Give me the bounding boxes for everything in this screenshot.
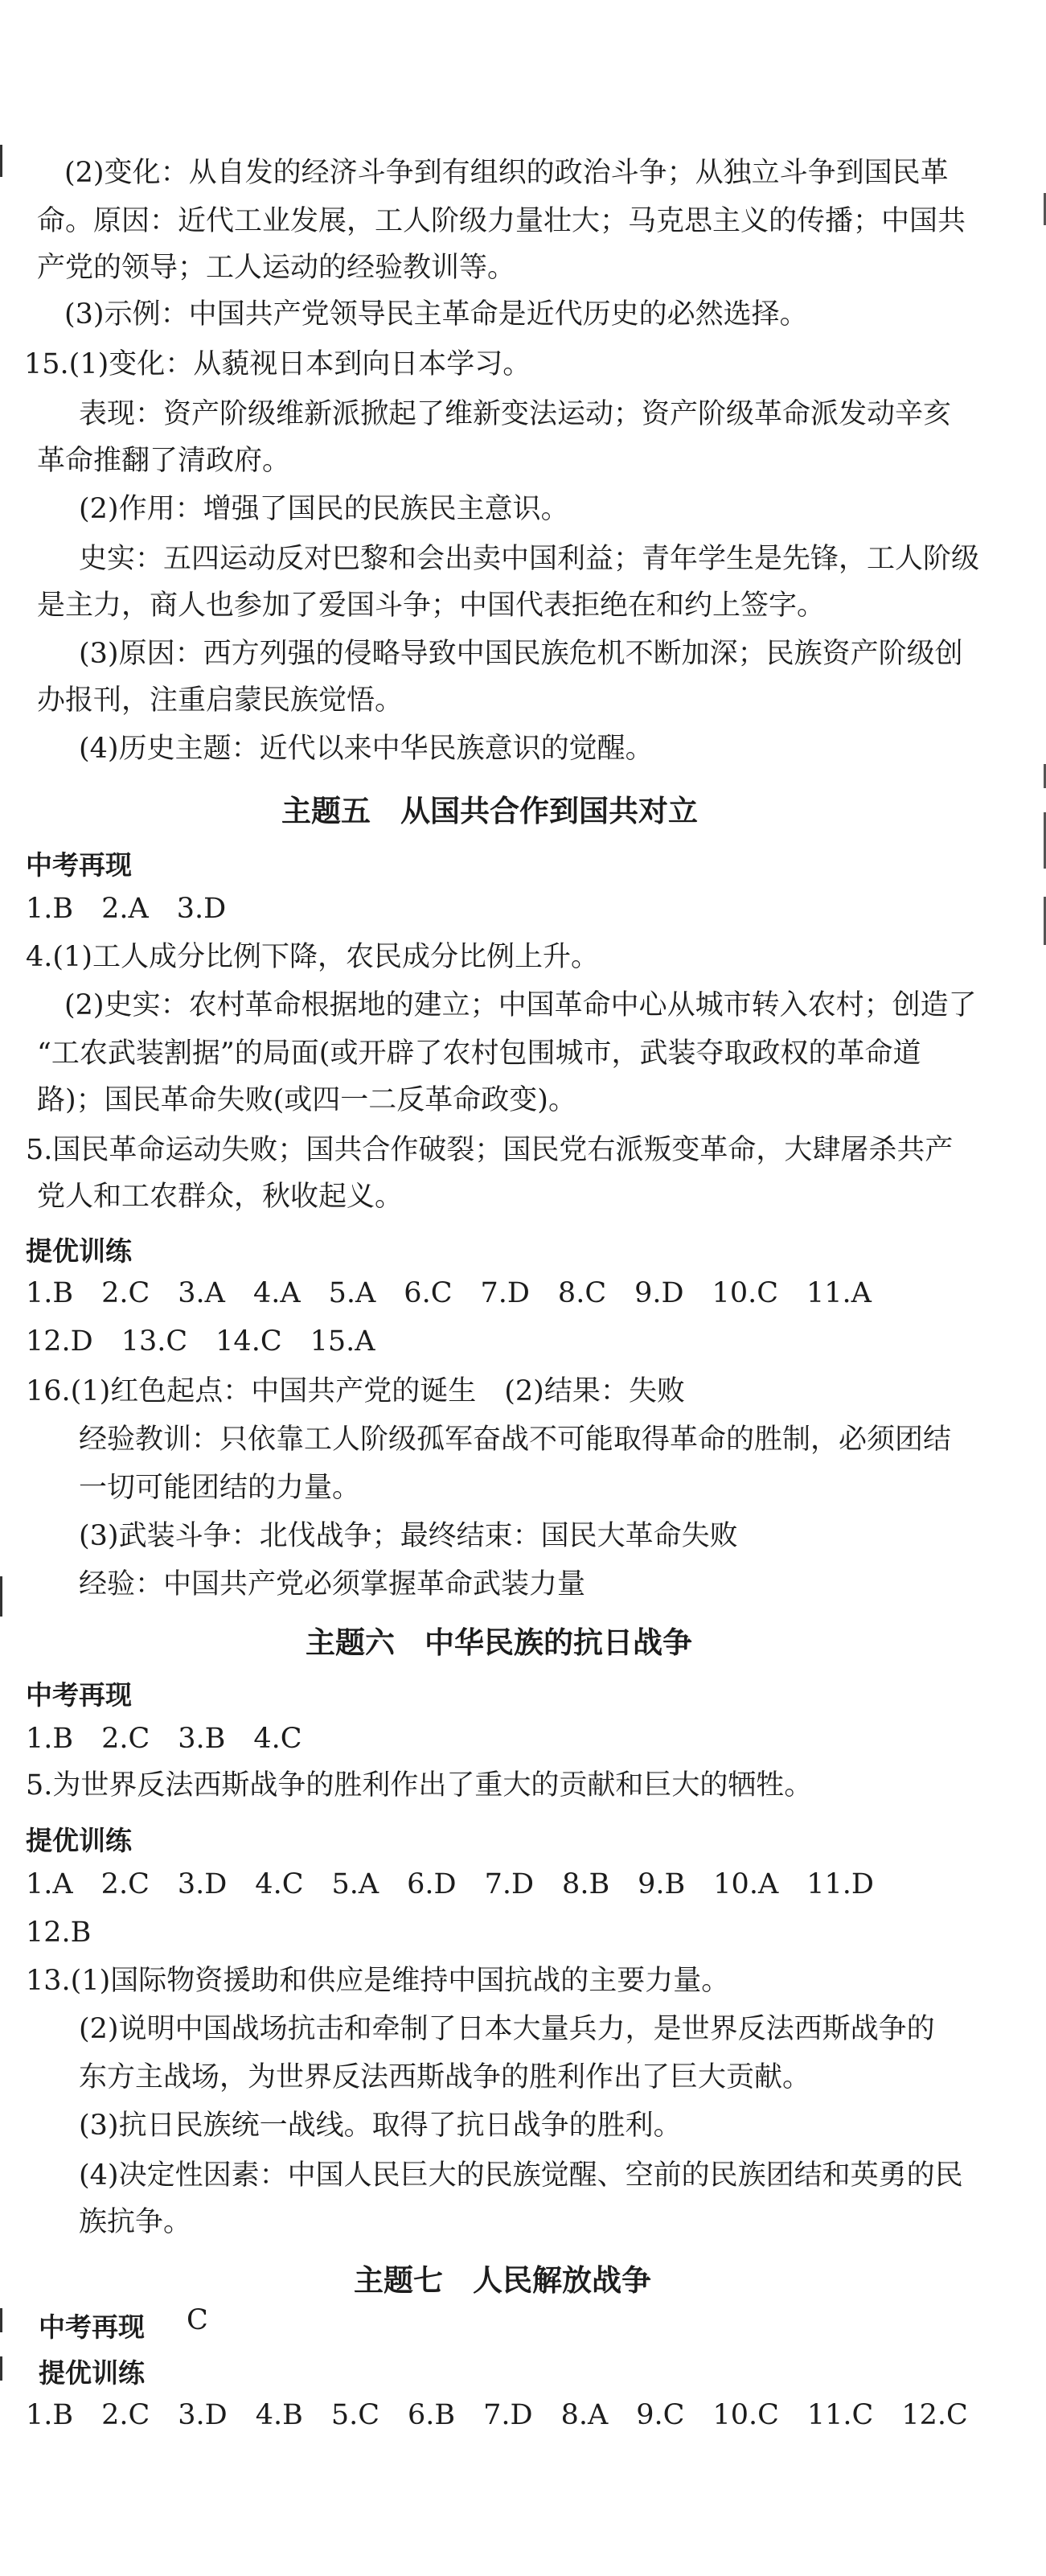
answer-line: 经验教训：只依靠工人阶级孤军奋战不可能取得革命的胜制，必须团结: [79, 1424, 952, 1456]
answer-line: 是主力，商人也参加了爱国斗争；中国代表拒绝在和约上签字。: [37, 590, 826, 622]
answer-line: (3)武装斗争：北伐战争；最终结束：国民大革命失败: [79, 1520, 738, 1552]
answer-line: 4.(1)工人成分比例下降，农民成分比例上升。: [26, 941, 599, 973]
answer-line: (3)原因：西方列强的侵略导致中国民族危机不断加深；民族资产阶级创: [79, 638, 963, 670]
section-label-zhongkao: 中考再现: [26, 849, 132, 881]
topic-title: 主题六 中华民族的抗日战争: [306, 1625, 692, 1660]
answer-line: 史实：五四运动反对巴黎和会出卖中国利益；青年学生是先锋，工人阶级: [79, 543, 980, 575]
answer-line: 1.B 2.A 3.D: [26, 893, 227, 925]
answer-line: 经验：中国共产党必须掌握革命武装力量: [79, 1568, 586, 1600]
answer-line: 族抗争。: [79, 2206, 192, 2238]
answer-line: 12.D 13.C 14.C 15.A: [26, 1325, 375, 1358]
answer-line: “工农武装割据”的局面(或开辟了农村包围城市，武装夺取政权的革命道: [37, 1037, 921, 1070]
answer-line: 党人和工农群众，秋收起义。: [37, 1181, 404, 1213]
answer-line: 一切可能团结的力量。: [79, 1472, 361, 1504]
answer-line: 1.A 2.C 3.D 4.C 5.A 6.D 7.D 8.B 9.B 10.A 11.D: [26, 1868, 874, 1900]
answer-line: 路)；国民革命失败(或四一二反革命政变)。: [37, 1084, 576, 1116]
section-label-tiyou: 提优训练: [26, 1825, 132, 1856]
topic-title: 主题五 从国共合作到国共对立: [281, 794, 698, 828]
topic-title: 主题七 人民解放战争: [354, 2263, 651, 2298]
answer-line: (3)抗日民族统一战线。取得了抗日战争的胜利。: [79, 2110, 682, 2142]
left-margin-mark: [0, 1576, 2, 1617]
left-margin-mark: [0, 145, 2, 177]
answer-line: (2)史实：农村革命根据地的建立；中国革命中心从城市转入农村；创造了: [64, 989, 977, 1021]
answer-line: C: [187, 2304, 208, 2336]
answer-line: (4)历史主题：近代以来中华民族意识的觉醒。: [79, 733, 654, 765]
answer-line: (4)决定性因素：中国人民巨大的民族觉醒、空前的民族团结和英勇的民: [79, 2159, 963, 2192]
left-margin-mark: [0, 2356, 2, 2381]
answer-line: 13.(1)国际物资援助和供应是维持中国抗战的主要力量。: [26, 1965, 730, 1997]
section-label-tiyou: 提优训练: [26, 1235, 132, 1267]
section-label-tiyou: 提优训练: [39, 2357, 145, 2389]
answer-line: 革命推翻了清政府。: [37, 445, 291, 477]
answer-line: 5.为世界反法西斯战争的胜利作出了重大的贡献和巨大的牺牲。: [26, 1769, 813, 1802]
answer-line: 16.(1)红色起点：中国共产党的诞生 (2)结果：失败: [26, 1375, 685, 1407]
answer-line: (2)变化：从自发的经济斗争到有组织的政治斗争；从独立斗争到国民革: [64, 157, 949, 189]
answer-line: 15.(1)变化：从藐视日本到向日本学习。: [24, 348, 531, 380]
answer-line: 1.B 2.C 3.B 4.C: [26, 1723, 302, 1755]
left-margin-mark: [0, 2308, 2, 2332]
answer-line: 表现：资产阶级维新派掀起了维新变法运动；资产阶级革命派发动辛亥: [79, 398, 952, 430]
answer-line: 1.B 2.C 3.D 4.B 5.C 6.B 7.D 8.A 9.C 10.C 11.C 12.C: [26, 2399, 968, 2431]
answer-line: 12.B: [26, 1917, 92, 1949]
section-label-zhongkao: 中考再现: [39, 2311, 145, 2343]
answer-line: 命。原因：近代工业发展，工人阶级力量壮大；马克思主义的传播；中国共: [37, 205, 966, 237]
section-label-zhongkao: 中考再现: [26, 1679, 132, 1711]
answer-line: 1.B 2.C 3.A 4.A 5.A 6.C 7.D 8.C 9.D 10.C 11.A: [26, 1277, 872, 1309]
answer-line: (2)作用：增强了国民的民族民主意识。: [79, 493, 569, 525]
answer-line: (3)示例：中国共产党领导民主革命是近代历史的必然选择。: [64, 298, 808, 331]
answer-line: (2)说明中国战场抗击和牵制了日本大量兵力，是世界反法西斯战争的: [79, 2013, 935, 2045]
answer-line: 产党的领导；工人运动的经验教训等。: [37, 252, 516, 284]
answer-line: 办报刊，注重启蒙民族觉悟。: [37, 684, 404, 717]
answer-line: 东方主战场，为世界反法西斯战争的胜利作出了巨大贡献。: [79, 2061, 811, 2093]
answer-line: 5.国民革命运动失败；国共合作破裂；国民党右派叛变革命，大肆屠杀共产: [26, 1134, 954, 1166]
